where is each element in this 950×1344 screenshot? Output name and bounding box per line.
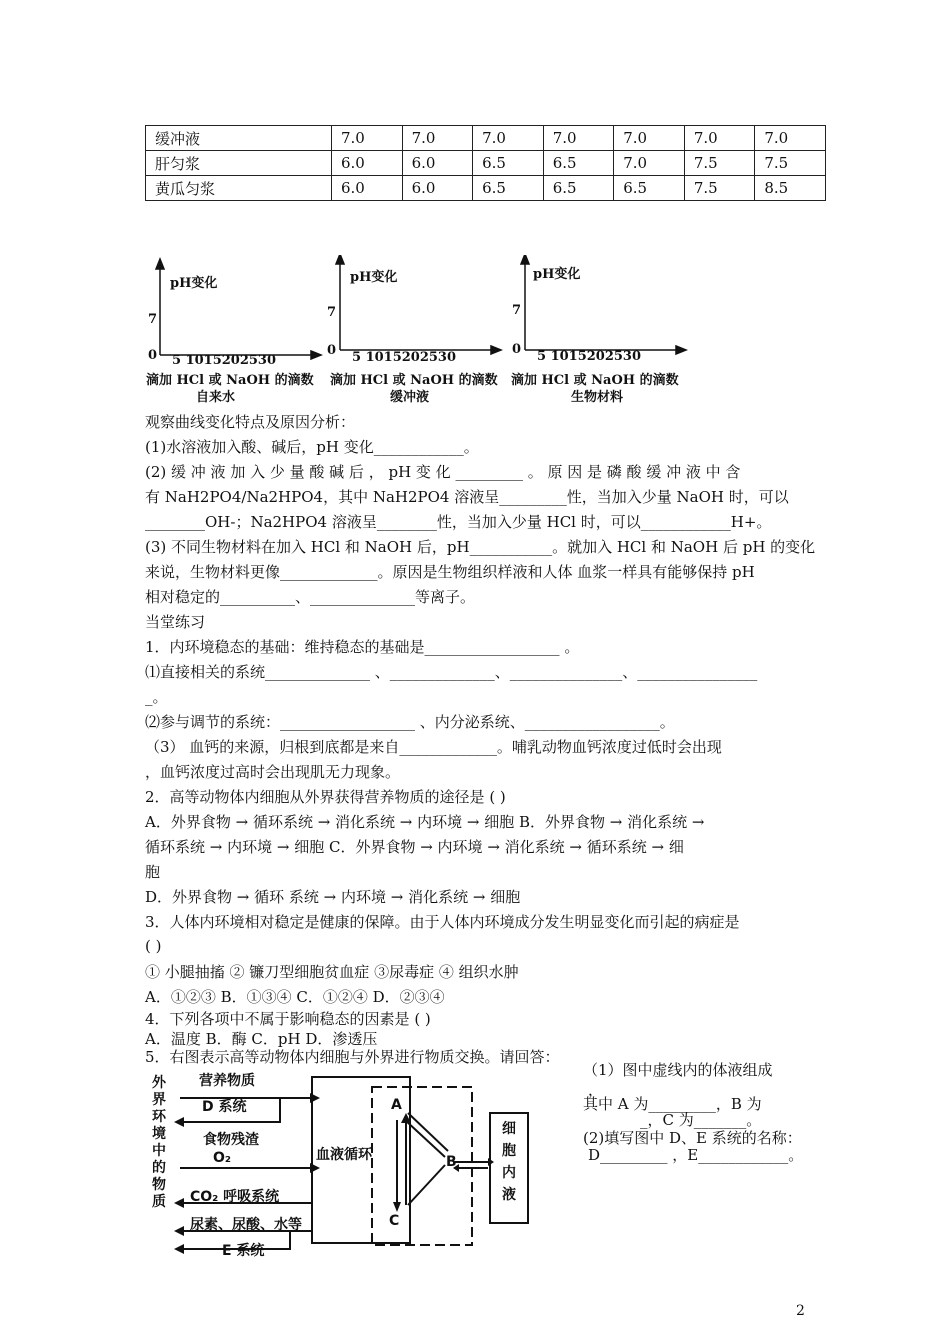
- nutrients-label: 营养物质: [199, 1073, 255, 1089]
- chart-xlabel: 滴加 HCl 或 NaOH 的滴数: [511, 373, 679, 388]
- cell: 7.0: [755, 126, 826, 151]
- cell: 7.5: [684, 176, 755, 201]
- text-line: 有 NaH2PO4/Na2HPO4，其中 NaH2PO4 溶液呈_________性，当加入少量 NaOH 时，可以: [145, 488, 789, 506]
- o2-label: O₂: [213, 1150, 232, 1166]
- text-line: ( ): [145, 937, 162, 955]
- chart-xticks: 5 1015202530: [537, 349, 642, 364]
- text-line: (2)填写图中 D、E 系统的名称：: [583, 1129, 802, 1147]
- text-line: D．外界食物 → 循环 系统 → 内环境 → 消化系统 → 细胞: [145, 888, 521, 906]
- chart-xticks: 5 1015202530: [352, 350, 457, 365]
- cell: 6.5: [543, 151, 614, 176]
- label-c: C: [389, 1213, 400, 1229]
- chart-tick: 7: [512, 303, 522, 318]
- text-line: _，C 为_______。: [640, 1111, 762, 1129]
- environment-label: 外界环境中的物质: [152, 1075, 166, 1210]
- text-line: (2) 缓 冲 液 加 入 少 量 酸 碱 后 ， pH 变 化 _________ 。 原 因 是 磷 酸 缓 冲 液 中 含: [145, 463, 741, 481]
- row-label: 肝匀浆: [146, 151, 332, 176]
- row-label: 缓冲液: [146, 126, 332, 151]
- row-label: 黄瓜匀浆: [146, 176, 332, 201]
- section-heading: 当堂练习: [145, 613, 206, 631]
- label-a: A: [391, 1097, 402, 1113]
- table-row: [146, 151, 826, 176]
- label-b: B: [446, 1154, 457, 1170]
- text-line: （1）图中虚线内的体液组成: [583, 1061, 773, 1079]
- urea-label: 尿素、尿酸、水等: [190, 1217, 302, 1233]
- cell: 6.0: [402, 176, 473, 201]
- chart-origin: 0: [512, 342, 522, 357]
- text-line: ，: [588, 1081, 604, 1099]
- cell: 7.5: [755, 151, 826, 176]
- question-5: 5．右图表示高等动物体内细胞与外界进行物质交换。请回答：: [145, 1048, 560, 1066]
- question-4: 4．下列各项中不属于影响稳态的因素是 ( ): [145, 1010, 431, 1028]
- chart-origin: 0: [327, 343, 337, 358]
- chart-origin: 0: [148, 348, 158, 363]
- cell: 7.0: [473, 126, 544, 151]
- text-line: _。: [145, 688, 168, 706]
- cell: 7.0: [684, 126, 755, 151]
- co2-label: CO₂ 呼吸系统: [190, 1189, 280, 1205]
- table-row: [146, 126, 826, 151]
- cell: 7.0: [614, 151, 685, 176]
- cell: 6.5: [543, 176, 614, 201]
- text-line: 胞: [145, 863, 161, 881]
- chart-name: 缓冲液: [390, 390, 430, 405]
- text-line: （3） 血钙的来源，归根到底都是来自_____________。哺乳动物血钙浓度过低时会出现: [145, 738, 722, 756]
- cell: 6.5: [473, 151, 544, 176]
- cell: 8.5: [755, 176, 826, 201]
- text-line: ① 小腿抽搐 ② 镰刀型细胞贫血症 ③尿毒症 ④ 组织水肿: [145, 963, 519, 981]
- text-line: ________OH-；Na2HPO4 溶液呈________性，当加入少量 HCl 时，可以____________H+。: [145, 513, 772, 531]
- ph-table: [145, 125, 826, 201]
- text-line: 来说，生物材料更像_____________。原因是生物组织样液和人体 血浆一样具有能够保持 pH: [145, 563, 755, 581]
- chart-tick: 7: [327, 305, 337, 320]
- text-line: ，血钙浓度过高时会出现肌无力现象。: [145, 763, 401, 781]
- text-line: A．①②③ B．①③④ C．①②④ D．②③④: [145, 988, 445, 1006]
- cell: 6.0: [332, 151, 403, 176]
- question-3: 3．人体内环境相对稳定是健康的保障。由于人体内环境成分发生明显变化而引起的病症是: [145, 913, 740, 931]
- text-line: 相对稳定的__________、______________等离子。: [145, 588, 476, 606]
- chart-ylabel: pH变化: [350, 270, 398, 285]
- text-line: 循环系统 → 内环境 → 细胞 C．外界食物 → 内环境 → 消化系统 → 循环系统 → 细: [145, 838, 684, 856]
- cell: 7.0: [614, 126, 685, 151]
- text-line: 1．内环境稳态的基础：维持稳态的基础是__________________ 。: [145, 638, 580, 656]
- cell-fluid-label: 细胞内液: [502, 1121, 516, 1203]
- cell: 7.0: [543, 126, 614, 151]
- text-line: 其中 A 为_________，B 为: [583, 1095, 762, 1113]
- cell: 7.0: [402, 126, 473, 151]
- cell: 6.5: [614, 176, 685, 201]
- text-line: (3) 不同生物材料在加入 HCl 和 NaOH 后，pH___________。就加入 HCl 和 NaOH 后 pH 的变化: [145, 538, 816, 556]
- e-system-label: E 系统: [222, 1243, 265, 1259]
- cell: 6.0: [402, 151, 473, 176]
- d-system-label: D 系统: [202, 1099, 247, 1115]
- question-2: 2．高等动物体内细胞从外界获得营养物质的途径是 ( ): [145, 788, 506, 806]
- blood-circulation-label: 血液循环: [316, 1147, 372, 1163]
- cell: 6.0: [332, 176, 403, 201]
- text-line: (1)水溶液加入酸、碱后，pH 变化____________。: [145, 438, 479, 456]
- chart-name: 生物材料: [571, 390, 624, 405]
- chart-tick: 7: [148, 312, 158, 327]
- text-line: ⑴直接相关的系统______________ 、______________、_______________、________________: [145, 663, 758, 681]
- chart-xticks: 5 1015202530: [172, 353, 277, 368]
- cell: 6.5: [473, 176, 544, 201]
- cell: 7.0: [332, 126, 403, 151]
- text-line: 观察曲线变化特点及原因分析：: [145, 413, 356, 431]
- chart-ylabel: pH变化: [170, 276, 218, 291]
- table-row: [146, 176, 826, 201]
- chart-xlabel: 滴加 HCl 或 NaOH 的滴数: [330, 373, 498, 388]
- text-line: ⑵参与调节的系统：__________________ 、内分泌系统、__________________。: [145, 713, 675, 731]
- chart-ylabel: pH变化: [533, 267, 581, 282]
- text-line: A．外界食物 → 循环系统 → 消化系统 → 内环境 → 细胞 B．外界食物 → 消化系统 →: [145, 813, 705, 831]
- chart-name: 自来水: [196, 390, 236, 405]
- cell: 7.5: [684, 151, 755, 176]
- text-line: A．温度 B．酶 C．pH D．渗透压: [145, 1030, 378, 1048]
- page-number: 2: [796, 1303, 805, 1319]
- text-line: D_________ ，E____________。: [588, 1146, 804, 1164]
- chart-xlabel: 滴加 HCl 或 NaOH 的滴数: [146, 373, 314, 388]
- residue-label: 食物残渣: [203, 1132, 259, 1148]
